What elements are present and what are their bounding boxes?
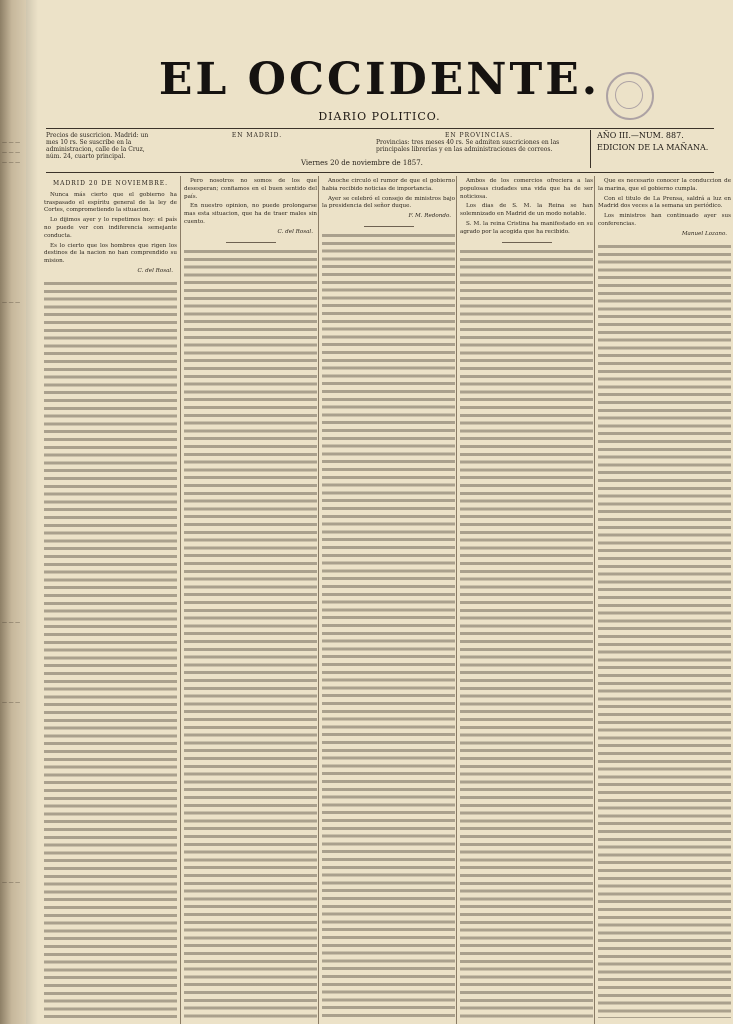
column-4-separator [502,242,552,243]
column-5-body-text [598,243,731,1018]
library-stamp-icon [606,72,654,120]
column-divider [318,176,319,1024]
column-3-paragraph: Anoche circuló el rumor de que el gobierno habia recibido noticias de importancia. [322,178,455,192]
column-1-paragraph: Es lo cierto que los hombres que rigen los destinos de la nacion no han comprendido su mision. [44,242,177,265]
article-column-3 [322,178,455,1018]
column-1-paragraph: Lo dijimos ayer y lo repetimos hoy: el país no puede ver con indiferencia semejante conducta. [44,217,177,239]
column-divider [594,176,595,1024]
column-2-body-text [184,248,317,1018]
header-madrid-title: EN MADRID. [231,132,283,139]
masthead-title: EL OCCIDENTE. [158,54,601,105]
edition-label: EDICION DE LA MAÑANA. [597,143,709,152]
masthead-subtitle: DIARIO POLITICO. [318,110,441,123]
article-column-4 [460,178,593,1018]
header-left-notice: Precios de suscricion. Madrid: un mes 10 rs. Se suscribe en la administracion, calle de la Cruz, núm. 24, cuarto principal. [46,132,149,160]
column-1-paragraph: Nunca más cierto que el gobierno ha traspasado el espíritu general de la ley de Cortes, comprometiendo la situacion. [44,191,177,214]
column-5-paragraph: Los ministros han continuado ayer sus conferencias. [598,213,731,227]
header-band [46,130,714,170]
article-column-2 [184,178,317,1018]
column-3-separator [364,226,414,227]
header-provinces-title: EN PROVINCIAS. [445,132,513,139]
column-4-paragraph: Ambos de los comercios ofreciera a las populosas ciudades una vida que ha de ser noticiosa. [460,178,593,200]
column-5-paragraph: Que es necesario conocer la conduccion de la marina, que el gobierno cumpla. [598,178,731,192]
article-column-1 [44,178,177,1018]
column-2-paragraph: En nuestro opinion, no puede prolongarse mas esta situacion, que ha de traer males sin cuento. [184,203,317,225]
article-column-5 [598,178,731,1018]
column-4-paragraph: Los dias de S. M. la Reina se han solemnizado en Madrid de un modo notable. [460,203,593,218]
column-5-paragraph: Con el titulo de La Prensa, saldrá a luz en Madrid dos veces a la semana un periódico. [598,195,731,210]
column-1-heading: MADRID 20 DE NOVIEMBRE. [52,180,169,187]
header-top-rule [46,128,714,129]
newspaper-page [26,0,733,1024]
issue-number: AÑO III.—NUM. 887. [597,131,684,140]
column-divider [456,176,457,1024]
column-1-signature: C. del Rosal. [137,267,173,274]
column-3-paragraph: Ayer se celebró el consejo de ministros bajo la presidencia del señor duque. [322,195,455,210]
header-bottom-rule [46,172,714,173]
column-2-separator [226,242,276,243]
issue-date: Viernes 20 de noviembre de 1857. [301,159,423,167]
adjacent-page-edge: — — — — — — — — — — — — — — — — — — — — — [0,0,26,1024]
column-4-body-text [460,248,593,1018]
issue-number-box [590,130,721,168]
column-5-signature: Manuel Lozano. [681,230,727,237]
column-divider [180,176,181,1024]
column-1-body-text [44,280,177,1018]
column-2-paragraph: Pero nosotros no somos de los que desesperan; confiamos en el buen sentido del país. [184,178,317,200]
header-right-notice: Provincias: tres meses 40 rs. Se admiten suscriciones en las principales librerías y en las administraciones de correos. [376,139,560,153]
column-3-signature: F. M. Redondo. [408,213,451,220]
column-4-paragraph: S. M. la reina Cristina ha manifestado en su agrado por la acogida que ha recibido. [460,220,593,235]
column-2-signature: C. del Rosal. [277,228,313,235]
column-3-body-text [322,232,455,1018]
